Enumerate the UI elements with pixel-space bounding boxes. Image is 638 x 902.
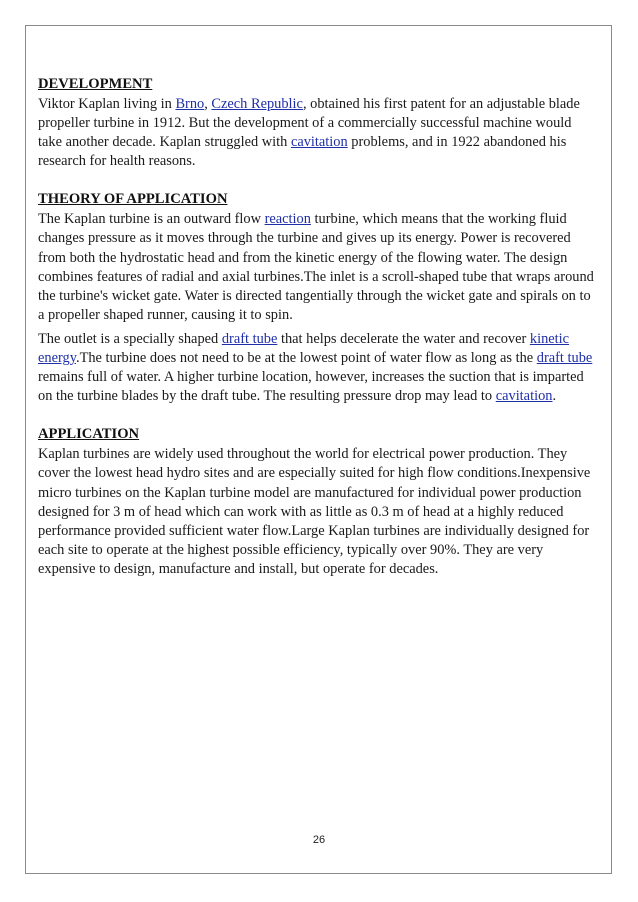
text-run: The Kaplan turbine is an outward flow <box>38 211 265 228</box>
text-run: turbine, which means that the working fluid changes pressure as it moves through the turbine and gives up its energy. Power is recovered from both the hydrostatic head and from the kinetic energy of the flowing water. The design combines features of radial and axial turbines.The inlet is a scroll-shaped tube that wraps around the turbine's wicket gate. Water is directed tangentially through the wicket gate and spirals on to a propeller shaped runner, causing it to spin. <box>38 211 594 323</box>
heading-theory-of-application: THEORY OF APPLICATION <box>38 191 228 208</box>
text-run: The outlet is a specially shaped <box>38 330 222 347</box>
spacer <box>38 171 598 189</box>
link-reaction[interactable]: reaction <box>264 211 311 228</box>
page-number: 26 <box>312 834 326 846</box>
paragraph-development <box>38 95 598 171</box>
text-run: , obtained his first patent for an adjustable blade propeller turbine in 1912. But the development of a commercially successful machine would take another decade. Kaplan struggled with <box>38 96 580 151</box>
heading-application: APPLICATION <box>38 426 140 443</box>
link-czech-republic[interactable]: Czech Republic <box>211 96 303 112</box>
paragraph-theory-1 <box>38 210 598 325</box>
text-run: that helps decelerate the water and recover <box>277 330 530 347</box>
link-kinetic-energy[interactable]: kinetic energy <box>38 330 570 367</box>
text-run: Viktor Kaplan living in <box>38 96 176 112</box>
spacer <box>38 406 598 424</box>
paragraph-theory-2 <box>38 330 598 406</box>
text-run: , <box>204 96 212 112</box>
text-run: problems, and in 1922 abandoned his research for health reasons. <box>38 134 567 170</box>
link-cavitation[interactable]: cavitation <box>290 134 348 151</box>
paragraph-application: Kaplan turbines are widely used throughout the world for electrical power production. They cover the lowest head hydro sites and are especially suited for high flow conditions.Inexpensive micro turbines on the Kaplan turbine model are manufactured for individual power production designed for 3 m of head which can work with as little as 0.3 m of head at a highly reduced performance provided sufficient water flow.Large Kaplan turbines are individually designed for each site to operate at the highest possible efficiency, typically over 90%. They are very expensive to design, manufacture and install, but operate for decades. <box>38 446 591 577</box>
section-development <box>38 74 598 171</box>
text-run: .The turbine does not need to be at the lowest point of water flow as long as the <box>75 350 537 367</box>
link-draft-tube[interactable]: draft tube <box>221 330 278 347</box>
link-brno[interactable]: Brno <box>175 96 205 112</box>
text-run: . <box>552 388 557 405</box>
section-application <box>38 424 598 579</box>
link-draft-tube-2[interactable]: draft tube <box>536 350 593 367</box>
document-body <box>38 74 598 579</box>
link-cavitation-2[interactable]: cavitation <box>495 388 553 405</box>
text-run: remains full of water. A higher turbine location, however, increases the suction that is imparted on the turbine blades by the draft tube. The resulting pressure drop may lead to <box>38 369 584 405</box>
section-theory <box>38 189 598 406</box>
heading-development: DEVELOPMENT <box>38 76 153 92</box>
